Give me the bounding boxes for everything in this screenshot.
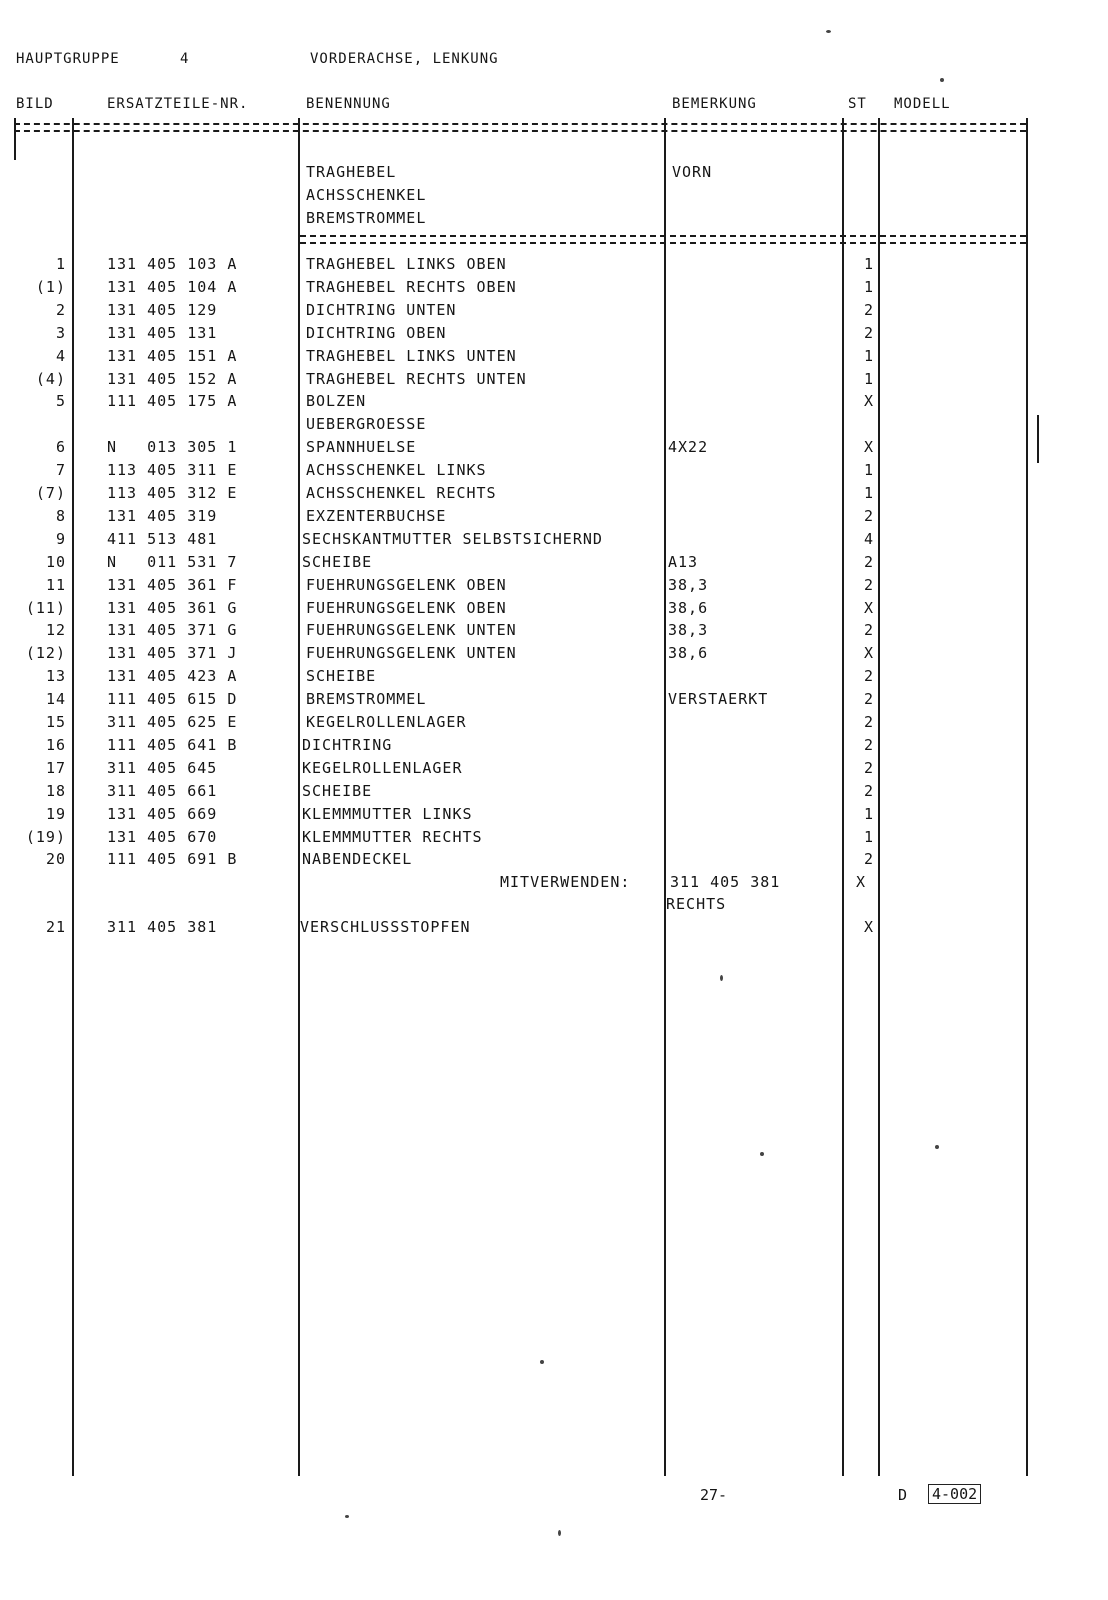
bild-cell: 17 bbox=[45, 758, 66, 777]
part-number-cell: 131 405 670 bbox=[107, 827, 218, 846]
bild-cell: 5 bbox=[55, 392, 66, 411]
table-row bbox=[0, 368, 1108, 391]
scan-speck bbox=[720, 975, 723, 981]
table-row bbox=[0, 276, 1108, 299]
part-number-cell: 131 405 129 bbox=[107, 300, 218, 319]
designation-cell: SCHEIBE bbox=[302, 781, 373, 800]
remark-cell: 4X22 bbox=[668, 438, 709, 457]
part-number-cell: 131 405 104 A bbox=[107, 277, 238, 296]
designation-cell: BREMSTROMMEL bbox=[306, 690, 427, 709]
table-row bbox=[0, 619, 1108, 642]
designation-cell: KLEMMMUTTER LINKS bbox=[302, 804, 473, 823]
table-row bbox=[0, 665, 1108, 688]
part-number-cell: 111 405 641 B bbox=[107, 735, 238, 754]
qty-cell: 2 bbox=[863, 300, 875, 319]
table-row bbox=[0, 528, 1108, 551]
table-row bbox=[0, 436, 1108, 459]
section-double-rule bbox=[300, 235, 1026, 244]
remark-cell: 38,6 bbox=[668, 644, 709, 663]
part-number-cell: 131 405 361 F bbox=[107, 575, 238, 594]
col-header-bemerkung: BEMERKUNG bbox=[672, 96, 757, 112]
qty-cell: 2 bbox=[863, 713, 875, 731]
table-row bbox=[0, 345, 1108, 368]
table-row bbox=[0, 780, 1108, 803]
table-row bbox=[0, 711, 1108, 734]
designation-cell: DICHTRING bbox=[302, 735, 393, 754]
qty-cell: X bbox=[863, 644, 875, 663]
part-number-cell: 311 405 661 bbox=[107, 781, 218, 800]
footer-prefix: D bbox=[898, 1486, 908, 1504]
part-number-cell: 111 405 175 A bbox=[107, 392, 238, 411]
qty-cell: 1 bbox=[863, 277, 875, 296]
scan-speck bbox=[826, 30, 831, 33]
part-number-cell: 311 405 625 E bbox=[107, 713, 238, 731]
qty-cell: 2 bbox=[863, 690, 875, 709]
designation-cell: TRAGHEBEL RECHTS UNTEN bbox=[306, 369, 527, 388]
designation-cell: DICHTRING OBEN bbox=[306, 323, 447, 342]
bild-cell: (1) bbox=[35, 277, 66, 296]
qty-cell: 4 bbox=[863, 529, 875, 548]
col-header-bild: BILD bbox=[16, 96, 54, 112]
table-row bbox=[0, 803, 1108, 826]
note-value-2: RECHTS bbox=[666, 895, 727, 913]
bild-cell: 8 bbox=[55, 506, 66, 525]
table-left-border bbox=[14, 118, 16, 160]
table-row bbox=[0, 734, 1108, 757]
bild-cell: 9 bbox=[55, 529, 66, 548]
table-row bbox=[0, 482, 1108, 505]
designation-cell: UEBERGROESSE bbox=[306, 415, 427, 434]
part-number-cell: N 011 531 7 bbox=[107, 552, 238, 571]
remark-cell: VERSTAERKT bbox=[668, 690, 769, 709]
part-number-cell: 131 405 371 J bbox=[107, 644, 238, 663]
group-number: 4 bbox=[180, 51, 190, 67]
part-number-cell: 131 405 103 A bbox=[107, 255, 238, 273]
part-number-cell: 131 405 361 G bbox=[107, 598, 238, 617]
table-row bbox=[0, 574, 1108, 597]
designation-cell: FUEHRUNGSGELENK OBEN bbox=[306, 598, 507, 617]
part-number-cell: 111 405 691 B bbox=[107, 850, 238, 869]
col-header-st: ST bbox=[848, 96, 867, 112]
part-number-cell: 111 405 615 D bbox=[107, 690, 238, 709]
remark-cell: 38,3 bbox=[668, 621, 709, 640]
note-value: 311 405 381 bbox=[670, 873, 781, 891]
part-number-cell: 411 513 481 bbox=[107, 529, 218, 548]
scan-speck bbox=[558, 1530, 561, 1536]
qty-cell: X bbox=[863, 598, 875, 617]
table-row bbox=[0, 322, 1108, 345]
table-row bbox=[0, 848, 1108, 871]
table-row bbox=[0, 597, 1108, 620]
part-number-cell: 131 405 319 bbox=[107, 506, 218, 525]
designation-cell: ACHSSCHENKEL RECHTS bbox=[306, 484, 497, 502]
designation-cell: FUEHRUNGSGELENK UNTEN bbox=[306, 644, 517, 663]
part-number-cell: 131 405 131 bbox=[107, 323, 218, 342]
scan-mark bbox=[1037, 415, 1039, 463]
bild-cell: 3 bbox=[55, 323, 66, 342]
designation-cell: KLEMMMUTTER RECHTS bbox=[302, 827, 483, 846]
bild-cell: 7 bbox=[55, 461, 66, 480]
table-row bbox=[0, 299, 1108, 322]
designation-cell: KEGELROLLENLAGER bbox=[306, 713, 467, 731]
bild-cell: 12 bbox=[45, 621, 66, 640]
qty-cell: 2 bbox=[863, 758, 875, 777]
bild-cell: 13 bbox=[45, 667, 66, 686]
scan-speck bbox=[935, 1145, 939, 1149]
part-number-cell: 113 405 312 E bbox=[107, 484, 238, 502]
designation-cell: DICHTRING UNTEN bbox=[306, 300, 457, 319]
designation-cell: BOLZEN bbox=[306, 392, 367, 411]
qty-cell: 1 bbox=[863, 255, 875, 273]
part-number-cell: 113 405 311 E bbox=[107, 461, 238, 480]
qty-cell: X bbox=[863, 392, 875, 411]
part-number-cell: 311 405 645 bbox=[107, 758, 218, 777]
bild-cell: (11) bbox=[25, 598, 66, 617]
remark-cell: 38,3 bbox=[668, 575, 709, 594]
note-st: X bbox=[856, 873, 866, 891]
table-row bbox=[0, 688, 1108, 711]
bild-cell: (19) bbox=[25, 827, 66, 846]
qty-cell: X bbox=[863, 918, 875, 936]
bild-cell: 15 bbox=[45, 713, 66, 731]
scan-speck bbox=[540, 1360, 544, 1364]
designation-cell: TRAGHEBEL LINKS UNTEN bbox=[306, 346, 517, 365]
section-remark: VORN bbox=[672, 163, 713, 181]
qty-cell: 2 bbox=[863, 667, 875, 686]
section-title: TRAGHEBEL bbox=[306, 163, 397, 181]
page-number: 27- bbox=[700, 1486, 728, 1504]
qty-cell: 2 bbox=[863, 552, 875, 571]
designation-cell: TRAGHEBEL LINKS OBEN bbox=[306, 255, 507, 273]
qty-cell: 2 bbox=[863, 781, 875, 800]
bild-cell: (12) bbox=[25, 644, 66, 663]
table-row bbox=[0, 459, 1108, 482]
part-number-cell: 311 405 381 bbox=[107, 918, 218, 936]
table-row bbox=[0, 253, 1108, 276]
qty-cell: 2 bbox=[863, 735, 875, 754]
qty-cell: X bbox=[863, 438, 875, 457]
bild-cell: 10 bbox=[45, 552, 66, 571]
part-number-cell: N 013 305 1 bbox=[107, 438, 238, 457]
bild-cell: 4 bbox=[55, 346, 66, 365]
scan-speck bbox=[940, 78, 944, 82]
bild-cell: 21 bbox=[45, 918, 66, 936]
qty-cell: 2 bbox=[863, 575, 875, 594]
table-row bbox=[0, 642, 1108, 665]
qty-cell: 1 bbox=[863, 804, 875, 823]
part-number-cell: 131 405 669 bbox=[107, 804, 218, 823]
bild-cell: 19 bbox=[45, 804, 66, 823]
bild-cell: (7) bbox=[35, 484, 66, 502]
table-row bbox=[0, 757, 1108, 780]
designation-cell: SECHSKANTMUTTER SELBSTSICHERND bbox=[302, 529, 603, 548]
part-number-cell: 131 405 371 G bbox=[107, 621, 238, 640]
part-number-cell: 131 405 423 A bbox=[107, 667, 238, 686]
scan-speck bbox=[760, 1152, 764, 1156]
section-title: BREMSTROMMEL bbox=[306, 209, 427, 227]
bild-cell: 18 bbox=[45, 781, 66, 800]
bild-cell: 20 bbox=[45, 850, 66, 869]
designation-cell: TRAGHEBEL RECHTS OBEN bbox=[306, 277, 517, 296]
qty-cell: 2 bbox=[863, 850, 875, 869]
qty-cell: 1 bbox=[863, 369, 875, 388]
note-label: MITVERWENDEN: bbox=[500, 873, 631, 891]
table-row bbox=[0, 551, 1108, 574]
section-title: ACHSSCHENKEL bbox=[306, 186, 427, 204]
designation-cell: ACHSSCHENKEL LINKS bbox=[306, 461, 487, 480]
qty-cell: 1 bbox=[863, 827, 875, 846]
bild-cell: 14 bbox=[45, 690, 66, 709]
designation-cell: NABENDECKEL bbox=[302, 850, 413, 869]
scan-speck bbox=[345, 1515, 349, 1518]
bild-cell: 2 bbox=[55, 300, 66, 319]
group-label: HAUPTGRUPPE bbox=[16, 51, 120, 67]
group-title: VORDERACHSE, LENKUNG bbox=[310, 51, 499, 67]
remark-cell: 38,6 bbox=[668, 598, 709, 617]
designation-cell: SCHEIBE bbox=[302, 552, 373, 571]
footer-code-box: 4-002 bbox=[928, 1484, 981, 1504]
bild-cell: 11 bbox=[45, 575, 66, 594]
col-header-modell: MODELL bbox=[894, 96, 951, 112]
table-row bbox=[0, 826, 1108, 849]
table-row bbox=[0, 916, 1108, 939]
bild-cell: 1 bbox=[55, 255, 66, 273]
bild-cell: 6 bbox=[55, 438, 66, 457]
table-row bbox=[0, 505, 1108, 528]
header-double-rule bbox=[14, 123, 1026, 132]
designation-cell: SCHEIBE bbox=[306, 667, 377, 686]
designation-cell: SPANNHUELSE bbox=[306, 438, 417, 457]
part-number-cell: 131 405 152 A bbox=[107, 369, 238, 388]
qty-cell: 2 bbox=[863, 621, 875, 640]
qty-cell: 2 bbox=[863, 506, 875, 525]
qty-cell: 1 bbox=[863, 346, 875, 365]
designation-cell: EXZENTERBUCHSE bbox=[306, 506, 447, 525]
qty-cell: 1 bbox=[863, 461, 875, 480]
bild-cell: 16 bbox=[45, 735, 66, 754]
bild-cell: (4) bbox=[35, 369, 66, 388]
col-header-benennung: BENENNUNG bbox=[306, 96, 391, 112]
designation-cell: VERSCHLUSSSTOPFEN bbox=[300, 918, 471, 936]
qty-cell: 2 bbox=[863, 323, 875, 342]
part-number-cell: 131 405 151 A bbox=[107, 346, 238, 365]
designation-cell: KEGELROLLENLAGER bbox=[302, 758, 463, 777]
designation-cell: FUEHRUNGSGELENK UNTEN bbox=[306, 621, 517, 640]
table-row bbox=[0, 390, 1108, 413]
col-header-nr: ERSATZTEILE-NR. bbox=[107, 96, 249, 112]
qty-cell: 1 bbox=[863, 484, 875, 502]
remark-cell: A13 bbox=[668, 552, 699, 571]
designation-cell: FUEHRUNGSGELENK OBEN bbox=[306, 575, 507, 594]
table-row bbox=[0, 413, 1108, 436]
